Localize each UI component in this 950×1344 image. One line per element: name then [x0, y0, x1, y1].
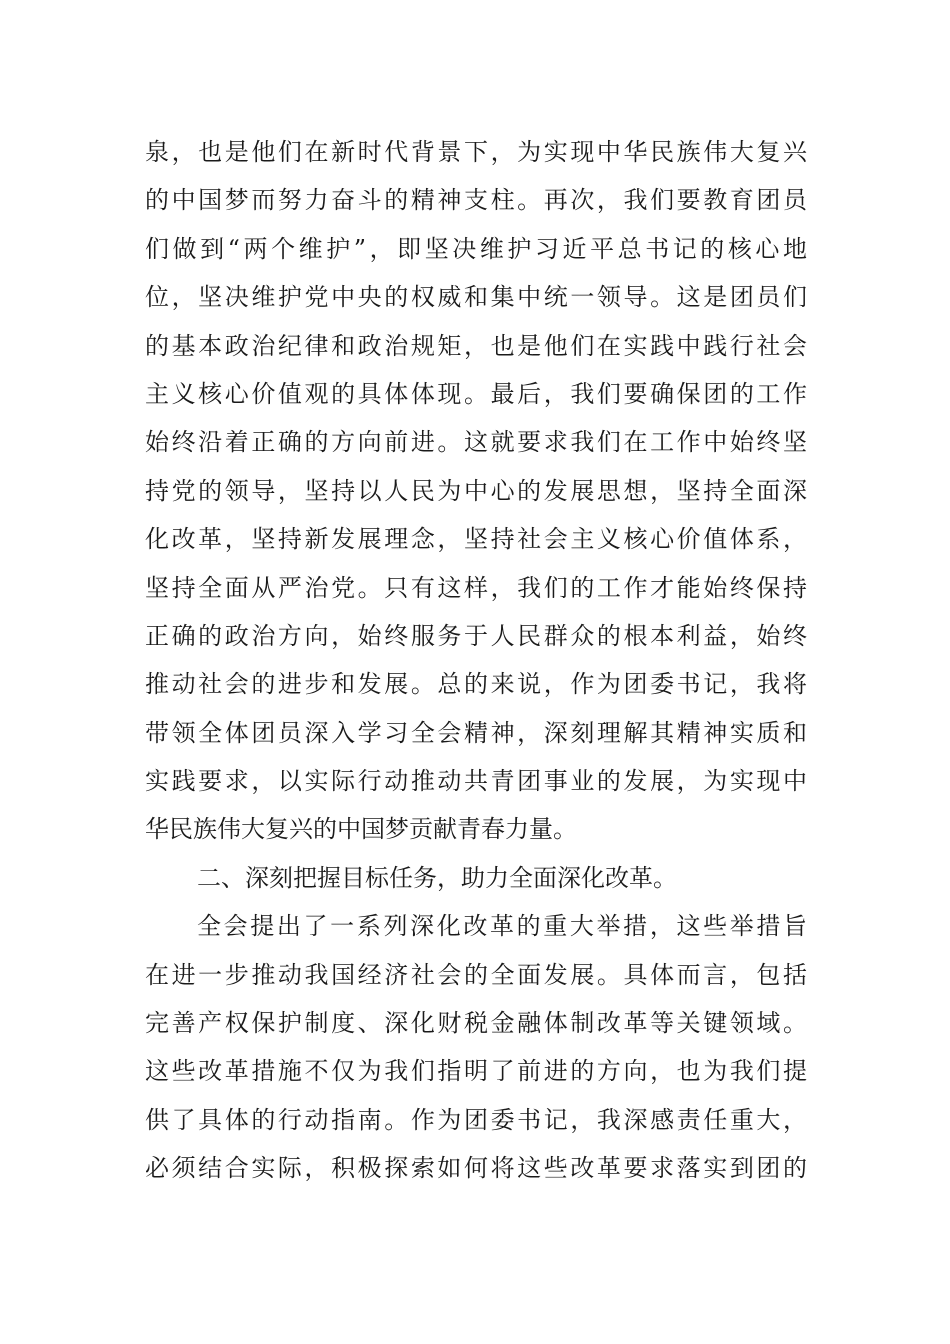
body-text-line: 始终沿着正确的方向前进。这就要求我们在工作中始终坚: [145, 428, 807, 457]
body-text-line: 的基本政治纪律和政治规矩，也是他们在实践中践行社会: [145, 331, 807, 360]
body-text-line: 全会提出了一系列深化改革的重大举措，这些举措旨: [197, 912, 807, 941]
body-text-line: 完善产权保护制度、深化财税金融体制改革等关键领域。: [145, 1009, 807, 1038]
body-text-line: 必须结合实际，积极探索如何将这些改革要求落实到团的: [145, 1154, 807, 1183]
body-text-line: 泉，也是他们在新时代背景下，为实现中华民族伟大复兴: [145, 138, 807, 166]
body-text-line: 的中国梦而努力奋斗的精神支柱。再次，我们要教育团员: [145, 186, 807, 215]
body-text-line: 持党的领导，坚持以人民为中心的发展思想，坚持全面深: [145, 476, 807, 505]
section-heading: 二、深刻把握目标任务，助力全面深化改革。: [197, 863, 677, 892]
body-text-line: 们做到“两个维护”，即坚决维护习近平总书记的核心地: [145, 234, 807, 263]
body-text-line: 供了具体的行动指南。作为团委书记，我深感责任重大，: [145, 1105, 807, 1134]
body-text-line: 在进一步推动我国经济社会的全面发展。具体而言，包括: [145, 960, 807, 989]
body-text-line: 坚持全面从严治党。只有这样，我们的工作才能始终保持: [145, 573, 807, 602]
body-text-line: 主义核心价值观的具体体现。最后，我们要确保团的工作: [145, 379, 807, 408]
body-text-line: 正确的政治方向，始终服务于人民群众的根本利益，始终: [145, 621, 807, 650]
body-text-line: 推动社会的进步和发展。总的来说，作为团委书记，我将: [145, 670, 807, 699]
document-body: [145, 128, 807, 1193]
body-text-line: 实践要求，以实际行动推动共青团事业的发展，为实现中: [145, 767, 807, 796]
body-text-line: 带领全体团员深入学习全会精神，深刻理解其精神实质和: [145, 718, 807, 747]
body-text-line: 华民族伟大复兴的中国梦贡献青春力量。: [145, 815, 577, 844]
body-text-line: 这些改革措施不仅为我们指明了前进的方向，也为我们提: [145, 1057, 807, 1086]
body-text-line: 化改革，坚持新发展理念，坚持社会主义核心价值体系，: [145, 525, 807, 554]
body-text-line: 位，坚决维护党中央的权威和集中统一领导。这是团员们: [145, 283, 807, 312]
